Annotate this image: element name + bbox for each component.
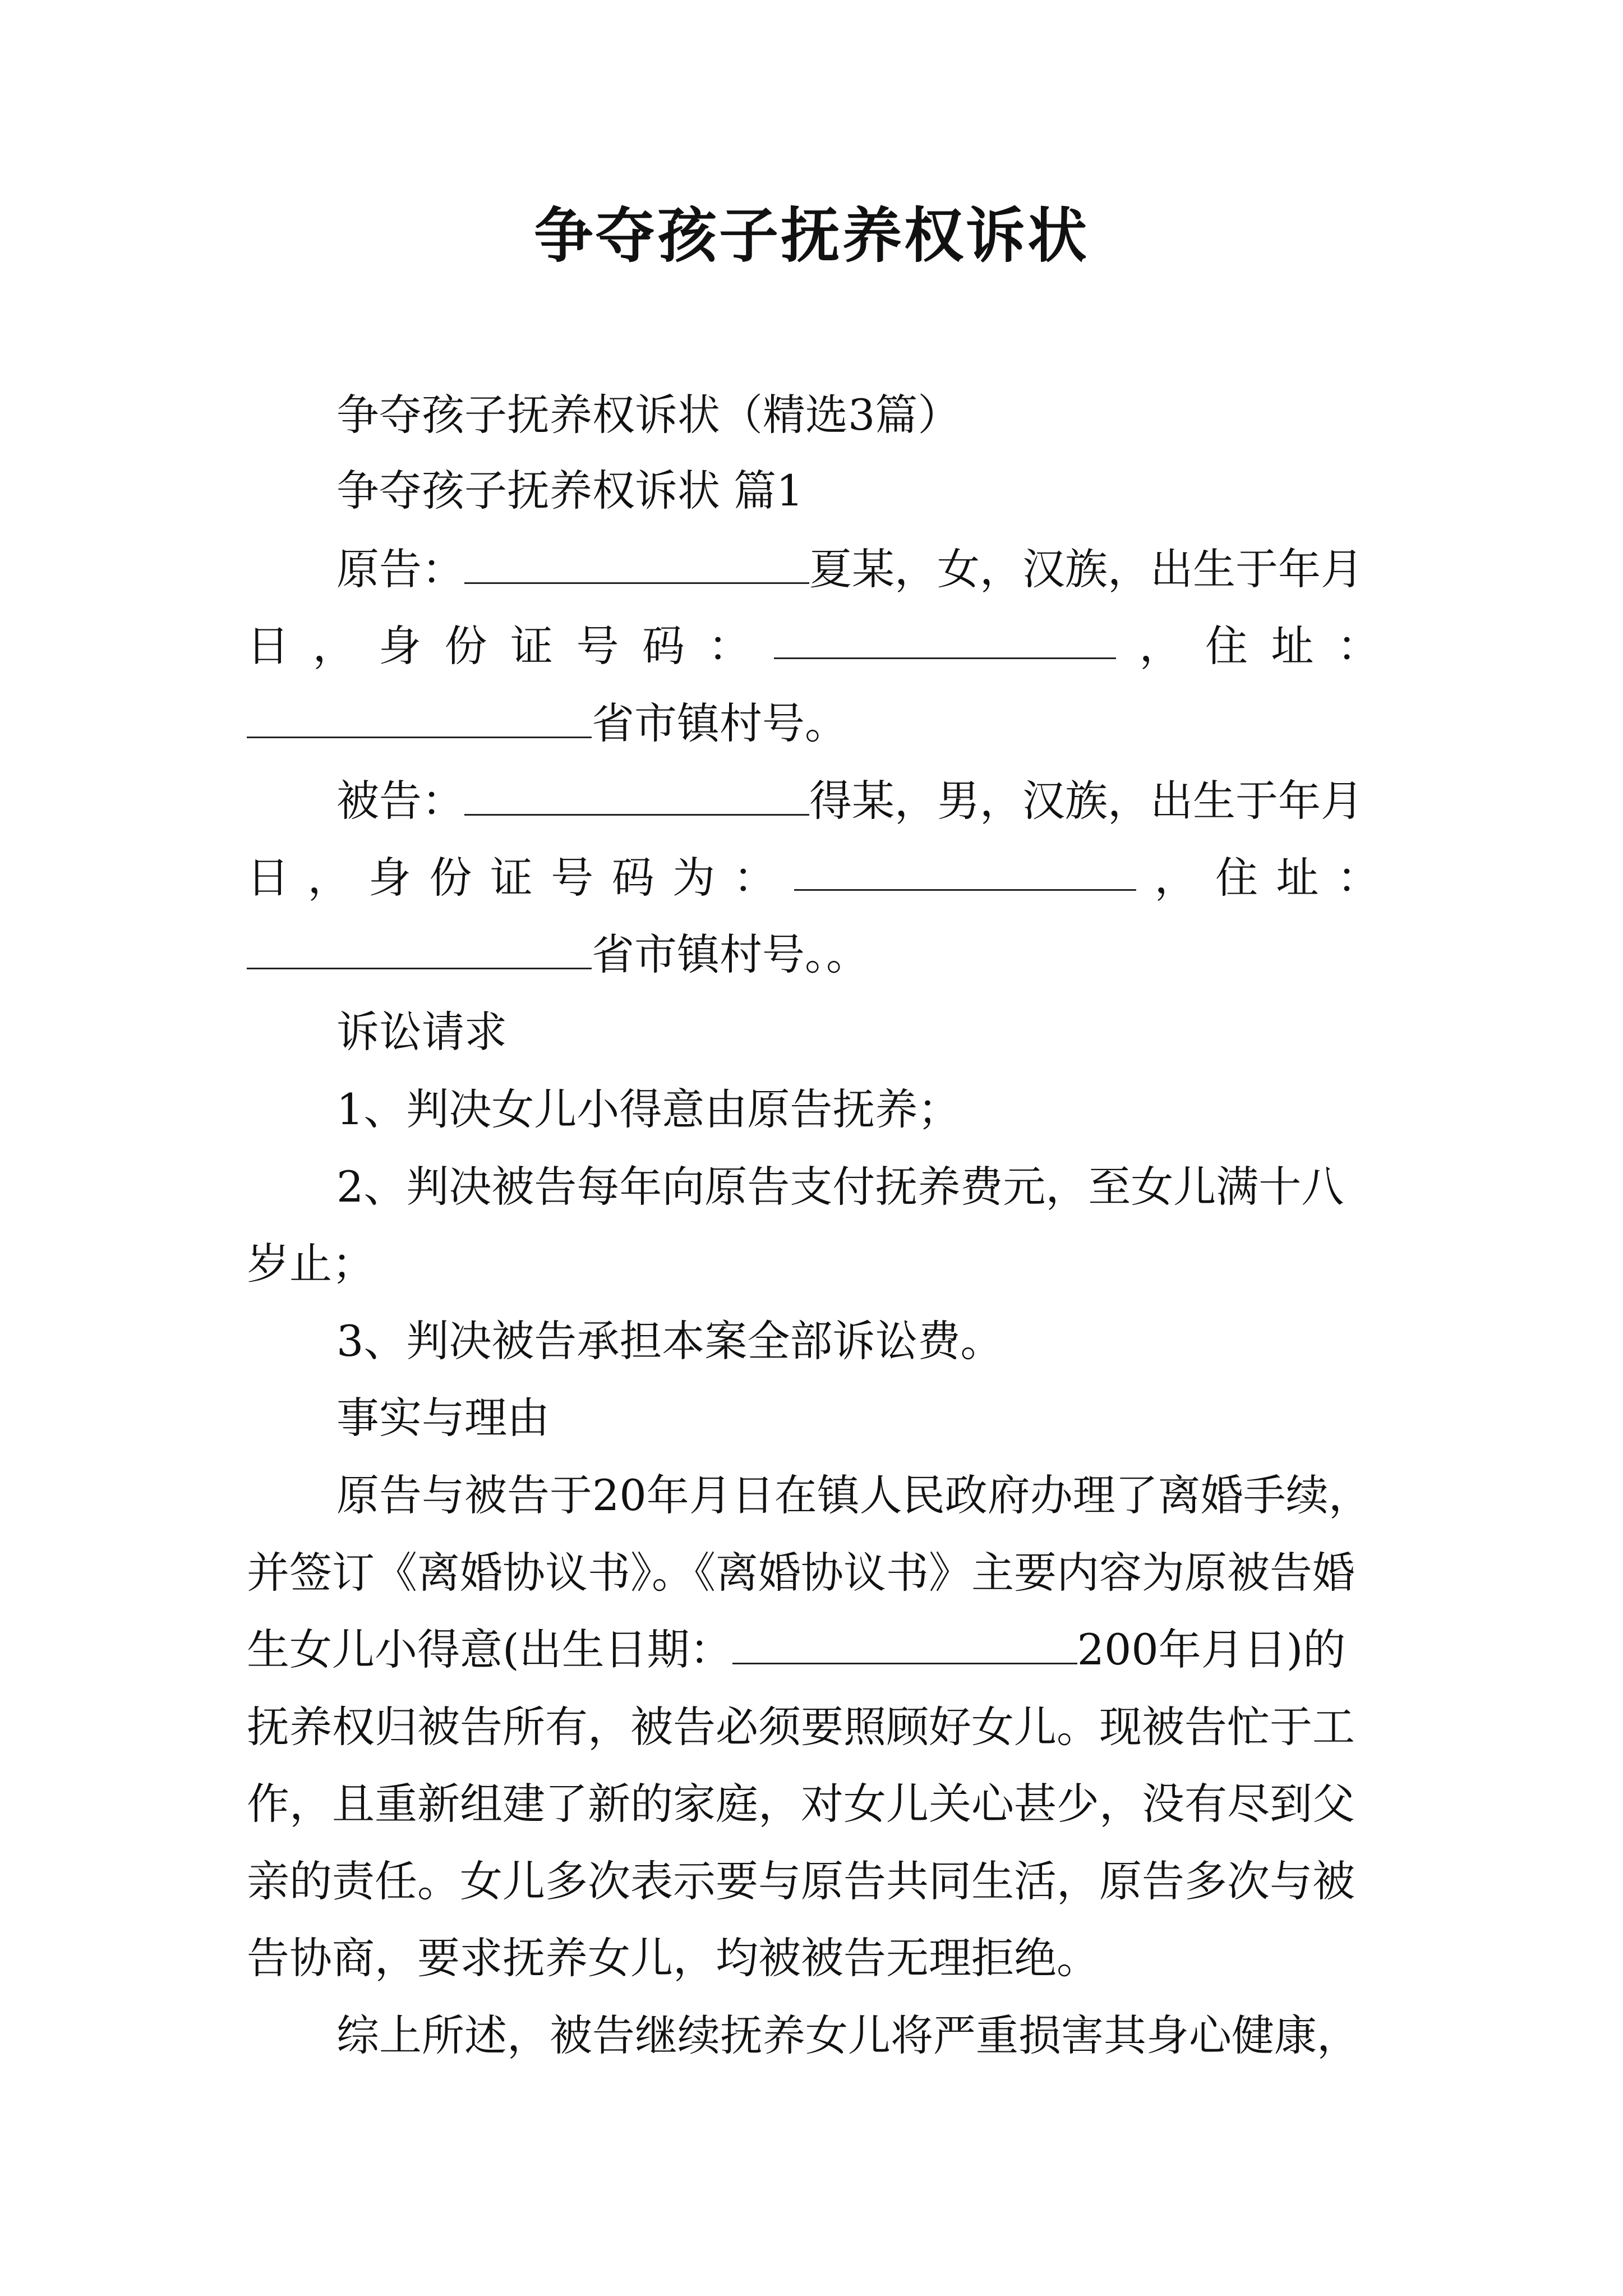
paragraph-line: 并签订《离婚协议书》。《离婚协议书》主要内容为原被告婚 [247,1548,1355,1598]
subtitle-line: 争夺孩子抚养权诉状（精选3篇） [336,390,961,440]
text-char: 住 [1205,621,1248,671]
text-char: 址 [1271,621,1314,671]
paragraph-text: 200年月日)的 [1077,1625,1346,1674]
text-char: 日 [247,853,289,903]
plaintiff-address: 省市镇村号。 [592,698,847,748]
text-char: ， [1154,853,1197,903]
plaintiff-details: 夏某，女，汉族，出生于年月 [809,544,1363,594]
text-char: ： [1336,853,1380,903]
document-title: 争夺孩子抚养权诉状 [534,200,1089,270]
text-char: 号 [551,853,594,903]
text-char: 份 [429,853,472,903]
text-char: 身 [368,853,411,903]
claim-item-3: 3、判决被告承担本案全部诉讼费。 [336,1316,1003,1366]
blank-field [732,1623,1077,1664]
text-char: 日 [247,621,289,671]
defendant-details: 得某，男，汉族，出生于年月 [809,776,1363,826]
text-char: 址 [1276,853,1319,903]
text-char: 证 [490,853,533,903]
paragraph-line: 抚养权归被告所有，被告必须要照顾好女儿。现被告忙于工 [247,1702,1355,1752]
claim-item-2: 2、判决被告每年向原告支付抚养费元，至女儿满十八 [336,1162,1344,1212]
claim-item-1: 1、判决女儿小得意由原告抚养； [336,1084,961,1134]
paragraph-line: 作，且重新组建了新的家庭，对女儿关心甚少，没有尽到父 [247,1779,1355,1829]
paragraph-line: 亲的责任。女儿多次表示要与原告共同生活，原告多次与被 [247,1856,1355,1906]
text-char: 证 [510,621,553,671]
text-char: 身 [379,621,421,671]
text-char: 码 [642,621,685,671]
text-char: 住 [1215,853,1258,903]
paragraph-line: 告协商，要求抚养女儿，均被被告无理拒绝。 [247,1933,1099,1983]
text-char: 份 [444,621,487,671]
plaintiff-id-line [247,618,1380,674]
paragraph-text: 生女儿小得意(出生日期： [247,1625,732,1674]
text-char: 为 [672,853,716,903]
plaintiff-line [336,541,1363,597]
blank-field [464,543,809,584]
text-char: ， [312,621,356,671]
defendant-id-line [247,850,1380,906]
text-char: ， [307,853,351,903]
text-char: ： [733,853,776,903]
text-char: 号 [576,621,619,671]
paragraph-line: 原告与被告于20年月日在镇人民政府办理了离婚手续， [336,1470,1371,1520]
text-char: ， [1139,621,1182,671]
section-heading: 争夺孩子抚养权诉状 篇1 [336,466,804,516]
claim-item-2-cont: 岁止； [247,1239,375,1289]
defendant-label: 被告： [336,776,464,826]
plaintiff-label: 原告： [336,544,464,594]
facts-heading: 事实与理由 [336,1393,550,1443]
text-char: 码 [611,853,654,903]
paragraph-line [247,1622,1345,1678]
blank-field [794,850,1136,891]
blank-field [774,618,1116,659]
defendant-address-line [247,927,869,983]
blank-field [247,928,592,969]
plaintiff-address-line [247,696,847,752]
defendant-line [336,773,1363,829]
blank-field [247,697,592,738]
defendant-address: 省市镇村号。。 [592,930,869,979]
paragraph-line: 综上所述，被告继续抚养女儿将严重损害其身心健康， [336,2010,1359,2060]
text-char: ： [1337,621,1380,671]
blank-field [464,775,809,816]
text-char: ： [708,621,751,671]
claims-heading: 诉讼请求 [336,1007,507,1057]
